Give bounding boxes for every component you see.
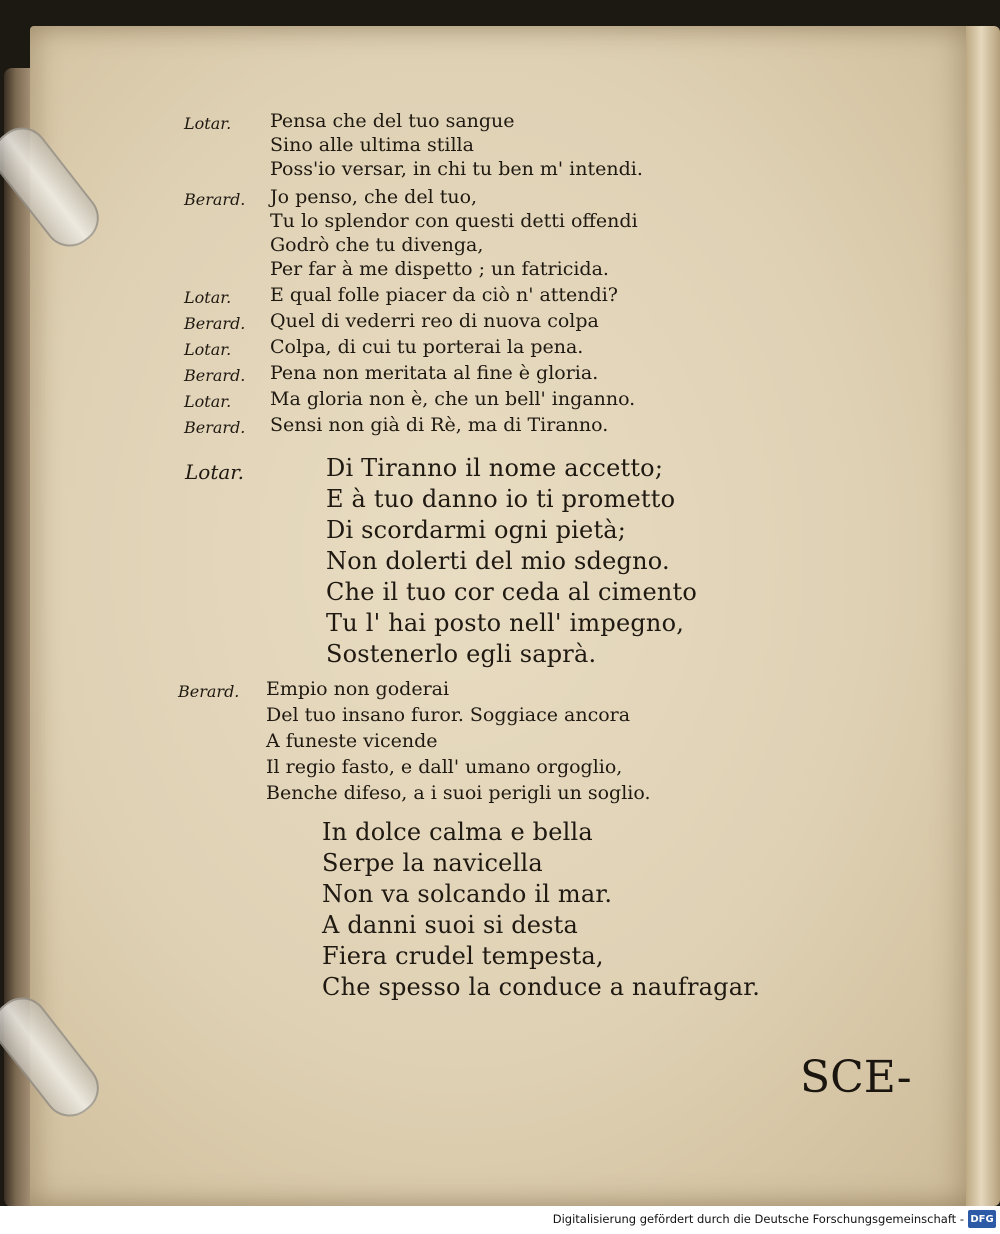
verse-line: E qual folle piacer da ciò n' attendi? — [270, 284, 618, 306]
verse-line: Sostenerlo egli saprà. — [326, 640, 597, 668]
verse-line: Pena non meritata al fine è gloria. — [270, 362, 599, 384]
verse-line: Il regio fasto, e dall' umano orgoglio, — [266, 756, 623, 778]
verse-line: Tu lo splendor con questi detti offendi — [270, 210, 638, 232]
verse-line: Fiera crudel tempesta, — [322, 942, 604, 970]
verse-line: Che il tuo cor ceda al cimento — [326, 578, 697, 606]
verse-line: A funeste vicende — [266, 730, 438, 752]
speaker-label: Berard. — [184, 366, 246, 385]
verse-line: Benche difeso, a i suoi perigli un soglio. — [266, 782, 651, 804]
verse-line: Sensi non già di Rè, ma di Tiranno. — [270, 414, 609, 436]
verse-line: Del tuo insano furor. Soggiace ancora — [266, 704, 631, 726]
show-through-mark — [805, 110, 925, 112]
verse-line: Colpa, di cui tu porterai la pena. — [270, 336, 584, 358]
verse-line: Tu l' hai posto nell' impegno, — [326, 609, 685, 637]
speaker-label: Lotar. — [184, 114, 232, 133]
speaker-label: Berard. — [178, 682, 240, 701]
verse-line: Serpe la navicella — [322, 849, 543, 877]
speaker-label: Lotar. — [184, 288, 232, 307]
verse-line: Ma gloria non è, che un bell' inganno. — [270, 388, 636, 410]
facing-page-edge — [966, 26, 1000, 1206]
dfg-logo: DFG — [968, 1210, 996, 1228]
verse-line: Empio non goderai — [266, 678, 450, 700]
verse-line: Pensa che del tuo sangue — [270, 110, 515, 132]
speaker-label: Berard. — [184, 314, 246, 333]
verse-line: Di Tiranno il nome accetto; — [326, 454, 664, 482]
verse-line: Godrò che tu divenga, — [270, 234, 484, 256]
speaker-label: Lotar. — [184, 392, 232, 411]
verse-line: Sino alle ultima stilla — [270, 134, 474, 156]
verse-line: Che spesso la conduce a naufragar. — [322, 973, 761, 1001]
verse-line: Poss'io versar, in chi tu ben m' intendi. — [270, 158, 643, 180]
verse-line: Per far à me dispetto ; un fatricida. — [270, 258, 609, 280]
aria-speaker: Lotar. — [185, 460, 245, 484]
speaker-label: Berard. — [184, 418, 246, 437]
speaker-label: Lotar. — [184, 340, 232, 359]
funding-notice: Digitalisierung gefördert durch die Deutsche Forschungsgemeinschaft - — [552, 1212, 964, 1226]
verse-line: In dolce calma e bella — [322, 818, 593, 846]
verse-line: Jo penso, che del tuo, — [270, 186, 478, 208]
verse-line: E à tuo danno io ti prometto — [326, 485, 676, 513]
verse-line: Non va solcando il mar. — [322, 880, 613, 908]
footer-bar — [0, 1206, 1000, 1234]
speaker-label: Berard. — [184, 190, 246, 209]
catchword: SCE- — [800, 1052, 912, 1103]
verse-line: Non dolerti del mio sdegno. — [326, 547, 670, 575]
verse-line: Quel di vederri reo di nuova colpa — [270, 310, 599, 332]
verse-line: Di scordarmi ogni pietà; — [326, 516, 627, 544]
verse-line: A danni suoi si desta — [322, 911, 579, 939]
